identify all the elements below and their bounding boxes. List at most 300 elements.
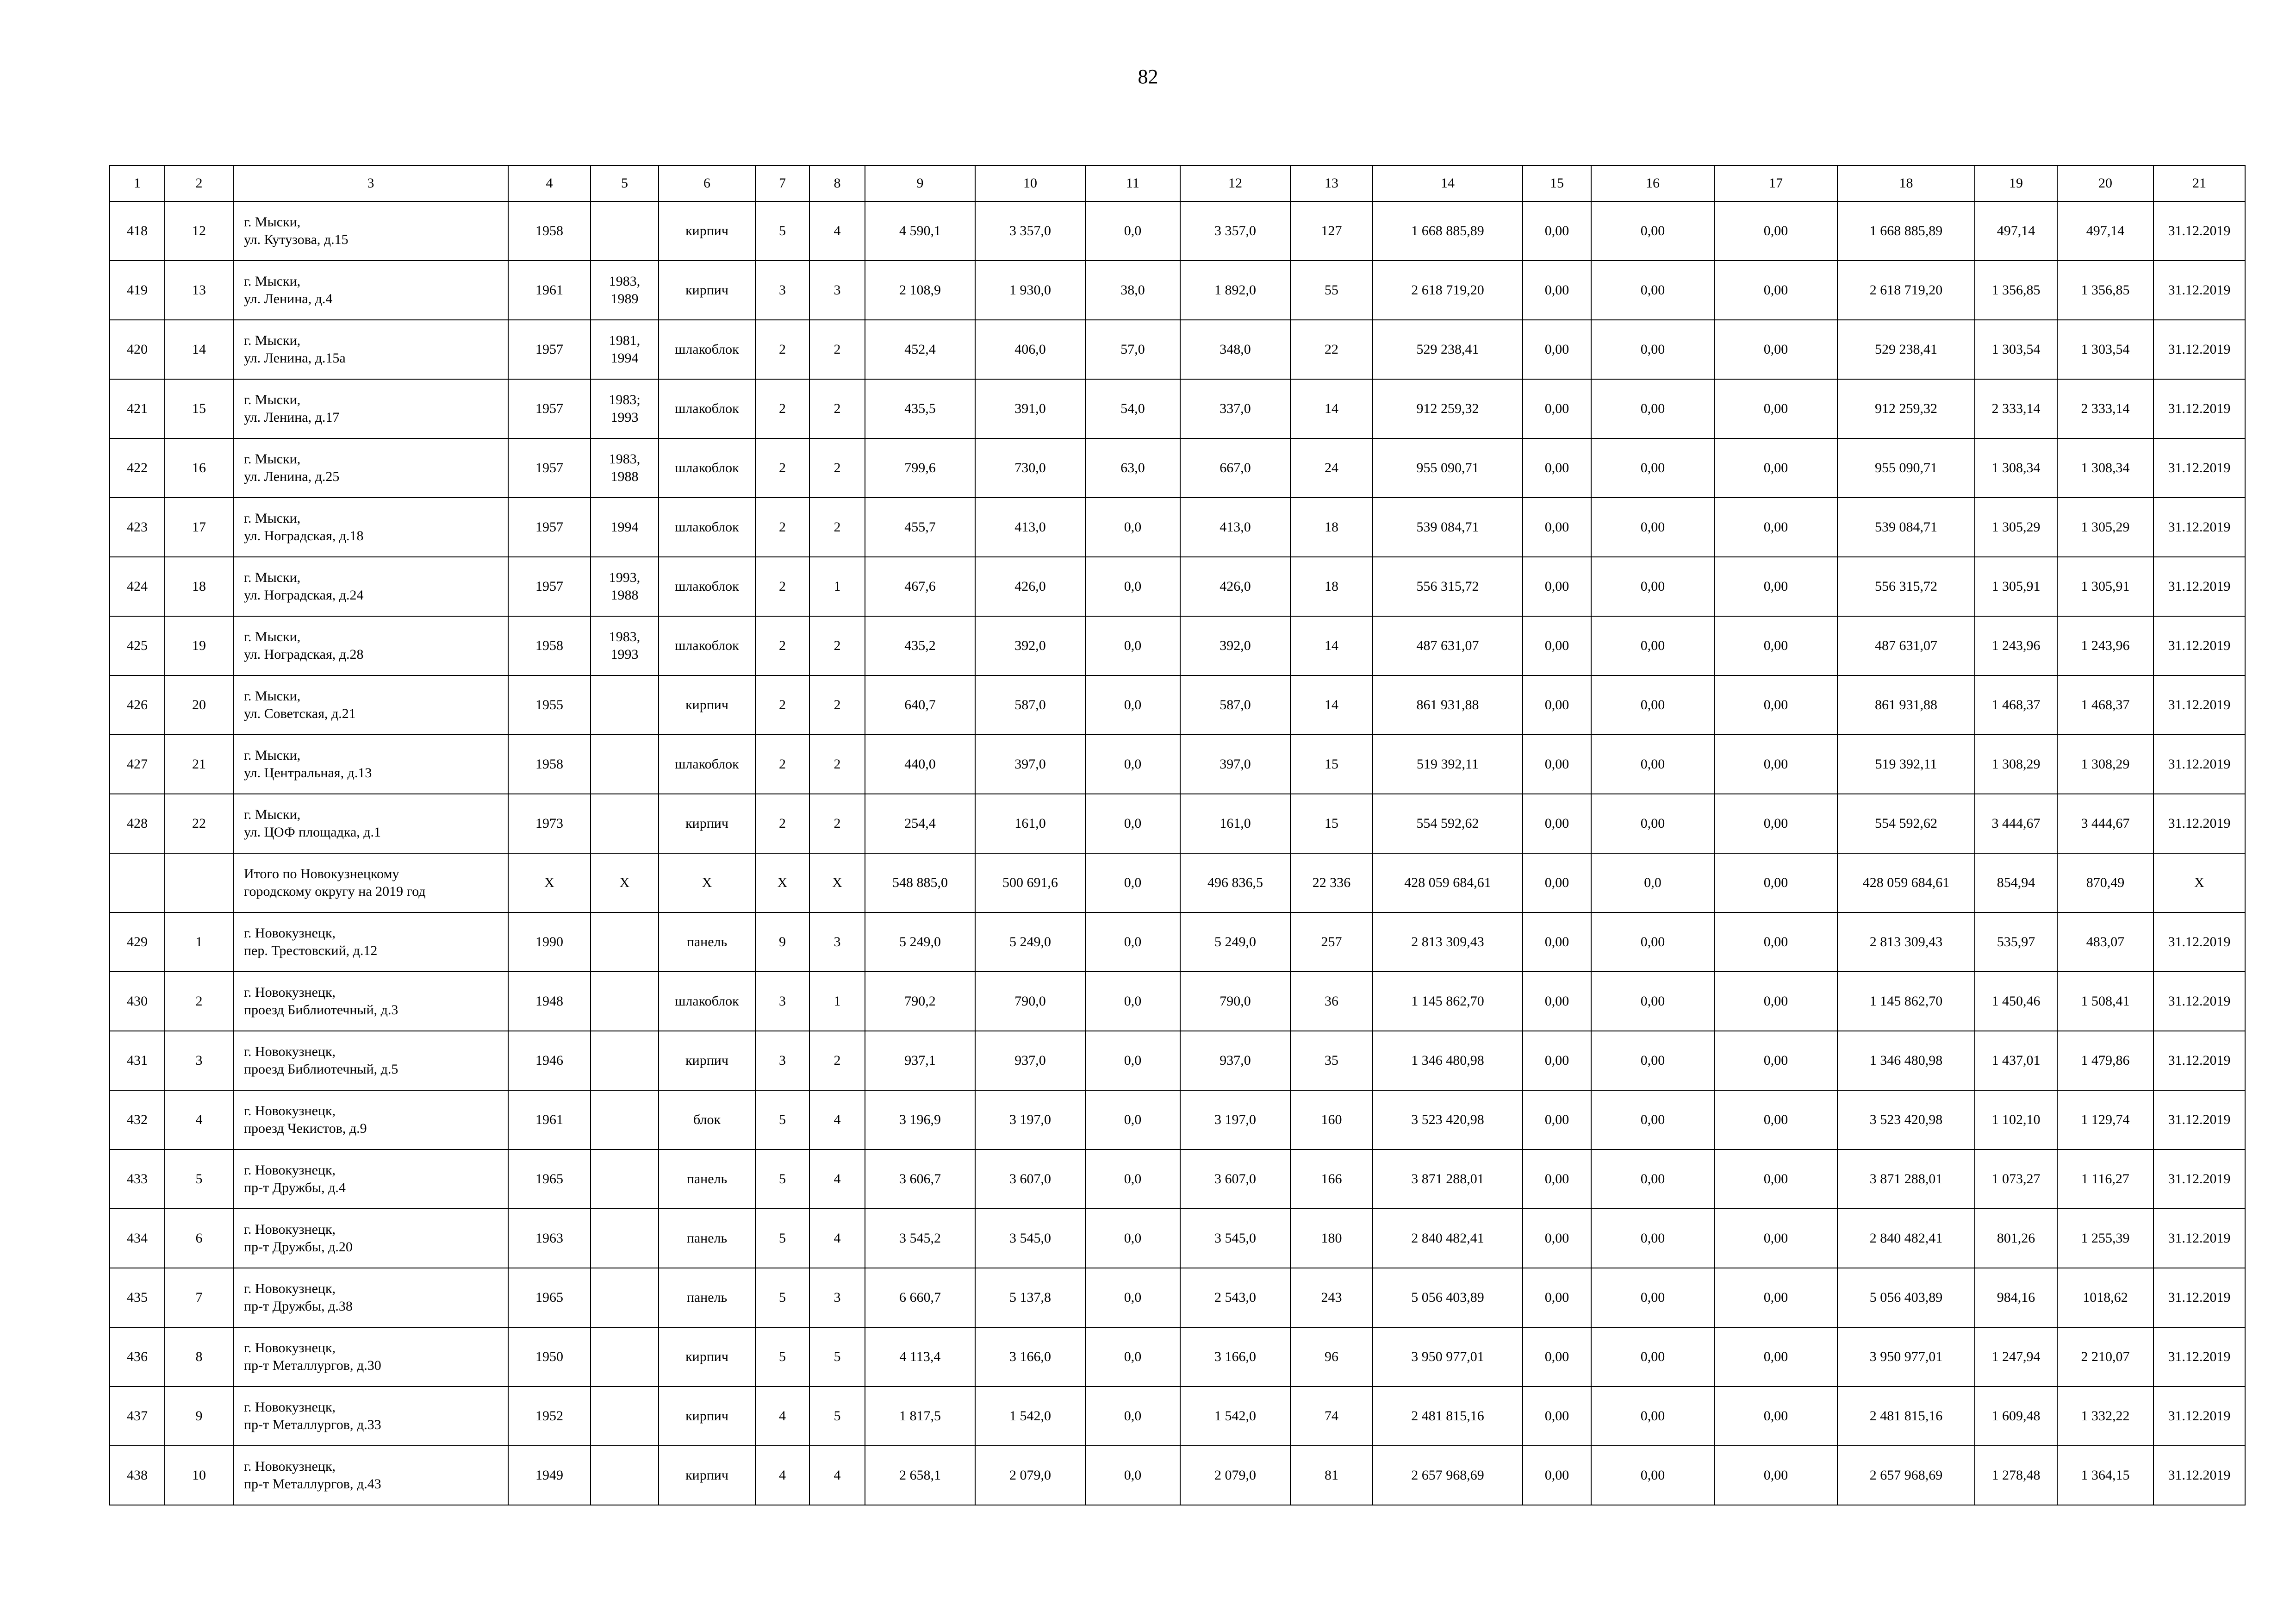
cell-total-cost: 5 056 403,89: [1373, 1268, 1523, 1327]
cell-sub-no: 10: [165, 1446, 233, 1505]
cell-address: г. Новокузнецк, пр-т Дружбы, д.20: [233, 1209, 508, 1268]
cell-nonresidential-area: 0,0: [1085, 1268, 1180, 1327]
cell-total-area: 6 660,7: [865, 1268, 975, 1327]
cell-entrances: 3: [809, 261, 865, 320]
table-row: [110, 438, 2245, 498]
cell-row-no: 431: [110, 1031, 165, 1090]
cell-total-cost: 529 238,41: [1373, 320, 1523, 379]
cell-wall-material: шлакоблок: [659, 616, 755, 675]
cell-apartments-area: 667,0: [1180, 438, 1290, 498]
cell-total-area: 3 606,7: [865, 1149, 975, 1209]
column-number-cell: 1: [110, 165, 165, 201]
cell-unit-cost-19: 1 102,10: [1975, 1090, 2057, 1149]
cell-cost-col-18: 1 346 480,98: [1837, 1031, 1975, 1090]
cell-unit-cost-19: 2 333,14: [1975, 379, 2057, 438]
cell-total-area: 2 658,1: [865, 1446, 975, 1505]
cell-cost-col-15: 0,00: [1523, 912, 1591, 972]
cell-residents: 22 336: [1290, 853, 1373, 912]
cell-living-area: 2 079,0: [975, 1446, 1085, 1505]
cell-built-year: 1957: [508, 438, 591, 498]
cell-unit-cost-19: 1 305,29: [1975, 498, 2057, 557]
cell-residents: 36: [1290, 972, 1373, 1031]
cell-apartments-area: 426,0: [1180, 557, 1290, 616]
cell-residents: 81: [1290, 1446, 1373, 1505]
cell-deadline: 31.12.2019: [2153, 557, 2245, 616]
table-row: [110, 1031, 2245, 1090]
cell-wall-material: кирпич: [659, 201, 755, 261]
cell-floors: 2: [755, 616, 809, 675]
cell-nonresidential-area: 0,0: [1085, 735, 1180, 794]
cell-total-area: 4 113,4: [865, 1327, 975, 1387]
cell-unit-cost-19: 1 356,85: [1975, 261, 2057, 320]
cell-cost-col-18: 955 090,71: [1837, 438, 1975, 498]
cell-total-cost: 3 950 977,01: [1373, 1327, 1523, 1387]
cell-nonresidential-area: 0,0: [1085, 557, 1180, 616]
cell-wall-material: шлакоблок: [659, 735, 755, 794]
cell-apartments-area: 3 357,0: [1180, 201, 1290, 261]
cell-cost-col-16: 0,00: [1591, 794, 1714, 853]
cell-row-no: 433: [110, 1149, 165, 1209]
cell-wall-material: кирпич: [659, 1031, 755, 1090]
cell-entrances: 5: [809, 1327, 865, 1387]
cell-unit-cost-19: 1 073,27: [1975, 1149, 2057, 1209]
cell-renovation-years: 1983, 1988: [591, 438, 659, 498]
cell-unit-cost-20: 1 303,54: [2057, 320, 2153, 379]
cell-unit-cost-20: 870,49: [2057, 853, 2153, 912]
cell-living-area: 3 166,0: [975, 1327, 1085, 1387]
cell-wall-material: панель: [659, 912, 755, 972]
cell-address: г. Новокузнецк, пр-т Металлургов, д.33: [233, 1387, 508, 1446]
cell-wall-material: кирпич: [659, 794, 755, 853]
cell-cost-col-17: 0,00: [1714, 557, 1837, 616]
cell-floors: 9: [755, 912, 809, 972]
cell-total-area: 440,0: [865, 735, 975, 794]
cell-address: г. Мыски, ул. Ленина, д.15а: [233, 320, 508, 379]
cell-nonresidential-area: 0,0: [1085, 201, 1180, 261]
cell-sub-no: 3: [165, 1031, 233, 1090]
table-row: [110, 1446, 2245, 1505]
cell-living-area: 3 607,0: [975, 1149, 1085, 1209]
cell-cost-col-17: 0,00: [1714, 320, 1837, 379]
cell-unit-cost-19: 854,94: [1975, 853, 2057, 912]
cell-floors: 2: [755, 735, 809, 794]
cell-row-no: 425: [110, 616, 165, 675]
housing-register-table: [109, 165, 2246, 1505]
cell-cost-col-16: 0,00: [1591, 557, 1714, 616]
cell-apartments-area: 413,0: [1180, 498, 1290, 557]
cell-total-cost: 2 618 719,20: [1373, 261, 1523, 320]
cell-apartments-area: 3 545,0: [1180, 1209, 1290, 1268]
cell-cost-col-17: 0,00: [1714, 853, 1837, 912]
cell-renovation-years: [591, 972, 659, 1031]
cell-deadline: X: [2153, 853, 2245, 912]
cell-residents: 35: [1290, 1031, 1373, 1090]
cell-unit-cost-20: 1 116,27: [2057, 1149, 2153, 1209]
cell-cost-col-16: 0,00: [1591, 1387, 1714, 1446]
cell-cost-col-18: 3 950 977,01: [1837, 1327, 1975, 1387]
cell-living-area: 413,0: [975, 498, 1085, 557]
cell-floors: 5: [755, 201, 809, 261]
cell-entrances: 2: [809, 1031, 865, 1090]
cell-entrances: 4: [809, 1090, 865, 1149]
cell-cost-col-18: 529 238,41: [1837, 320, 1975, 379]
cell-unit-cost-20: 1 243,96: [2057, 616, 2153, 675]
cell-cost-col-18: 2 618 719,20: [1837, 261, 1975, 320]
cell-apartments-area: 161,0: [1180, 794, 1290, 853]
cell-unit-cost-20: 1 508,41: [2057, 972, 2153, 1031]
cell-nonresidential-area: 0,0: [1085, 1209, 1180, 1268]
cell-wall-material: X: [659, 853, 755, 912]
cell-nonresidential-area: 0,0: [1085, 853, 1180, 912]
cell-sub-no: 21: [165, 735, 233, 794]
cell-cost-col-17: 0,00: [1714, 972, 1837, 1031]
cell-wall-material: кирпич: [659, 261, 755, 320]
cell-row-no: 423: [110, 498, 165, 557]
table-row: [110, 1387, 2245, 1446]
cell-floors: 5: [755, 1090, 809, 1149]
column-number-cell: 21: [2153, 165, 2245, 201]
cell-renovation-years: [591, 794, 659, 853]
cell-row-no: 432: [110, 1090, 165, 1149]
cell-apartments-area: 1 892,0: [1180, 261, 1290, 320]
table-body: [110, 165, 2245, 1505]
page-number: 82: [1138, 65, 1158, 88]
cell-cost-col-17: 0,00: [1714, 1209, 1837, 1268]
table-row: [110, 1327, 2245, 1387]
cell-floors: 3: [755, 972, 809, 1031]
cell-cost-col-17: 0,00: [1714, 261, 1837, 320]
cell-living-area: 5 137,8: [975, 1268, 1085, 1327]
cell-cost-col-18: 2 813 309,43: [1837, 912, 1975, 972]
table-row: [110, 972, 2245, 1031]
cell-sub-no: 9: [165, 1387, 233, 1446]
cell-apartments-area: 392,0: [1180, 616, 1290, 675]
cell-entrances: 2: [809, 616, 865, 675]
cell-cost-col-17: 0,00: [1714, 675, 1837, 735]
cell-cost-col-17: 0,00: [1714, 794, 1837, 853]
cell-unit-cost-19: 1 450,46: [1975, 972, 2057, 1031]
cell-nonresidential-area: 57,0: [1085, 320, 1180, 379]
cell-total-cost: 428 059 684,61: [1373, 853, 1523, 912]
cell-unit-cost-20: 1 255,39: [2057, 1209, 2153, 1268]
cell-renovation-years: [591, 1446, 659, 1505]
cell-total-area: 5 249,0: [865, 912, 975, 972]
cell-cost-col-16: 0,00: [1591, 261, 1714, 320]
cell-built-year: 1949: [508, 1446, 591, 1505]
cell-nonresidential-area: 0,0: [1085, 1327, 1180, 1387]
table-row: [110, 1209, 2245, 1268]
cell-nonresidential-area: 38,0: [1085, 261, 1180, 320]
cell-total-cost: 539 084,71: [1373, 498, 1523, 557]
cell-apartments-area: 337,0: [1180, 379, 1290, 438]
cell-entrances: 2: [809, 320, 865, 379]
cell-cost-col-15: 0,00: [1523, 438, 1591, 498]
cell-total-cost: 1 346 480,98: [1373, 1031, 1523, 1090]
cell-living-area: 5 249,0: [975, 912, 1085, 972]
cell-deadline: 31.12.2019: [2153, 675, 2245, 735]
cell-cost-col-16: 0,00: [1591, 1209, 1714, 1268]
cell-living-area: 730,0: [975, 438, 1085, 498]
cell-wall-material: шлакоблок: [659, 320, 755, 379]
cell-total-area: 435,5: [865, 379, 975, 438]
cell-entrances: 2: [809, 675, 865, 735]
cell-unit-cost-20: 483,07: [2057, 912, 2153, 972]
cell-row-no: 429: [110, 912, 165, 972]
table-row: [110, 498, 2245, 557]
cell-wall-material: шлакоблок: [659, 557, 755, 616]
cell-address: г. Мыски, ул. Центральная, д.13: [233, 735, 508, 794]
cell-floors: 5: [755, 1327, 809, 1387]
cell-total-area: 435,2: [865, 616, 975, 675]
cell-cost-col-15: 0,00: [1523, 1090, 1591, 1149]
cell-unit-cost-20: 497,14: [2057, 201, 2153, 261]
cell-address: Итого по Новокузнецкому городскому округу на 2019 год: [233, 853, 508, 912]
cell-cost-col-17: 0,00: [1714, 438, 1837, 498]
cell-total-cost: 912 259,32: [1373, 379, 1523, 438]
cell-deadline: 31.12.2019: [2153, 616, 2245, 675]
cell-entrances: 3: [809, 1268, 865, 1327]
cell-cost-col-15: 0,00: [1523, 557, 1591, 616]
table-row: [110, 675, 2245, 735]
cell-apartments-area: 2 079,0: [1180, 1446, 1290, 1505]
cell-renovation-years: 1981, 1994: [591, 320, 659, 379]
cell-floors: 5: [755, 1149, 809, 1209]
cell-deadline: 31.12.2019: [2153, 498, 2245, 557]
cell-entrances: 2: [809, 498, 865, 557]
cell-cost-col-16: 0,00: [1591, 438, 1714, 498]
cell-sub-no: 5: [165, 1149, 233, 1209]
cell-cost-col-16: 0,00: [1591, 1327, 1714, 1387]
cell-deadline: 31.12.2019: [2153, 438, 2245, 498]
cell-total-area: 640,7: [865, 675, 975, 735]
cell-residents: 96: [1290, 1327, 1373, 1387]
cell-living-area: 1 542,0: [975, 1387, 1085, 1446]
cell-apartments-area: 397,0: [1180, 735, 1290, 794]
cell-wall-material: панель: [659, 1149, 755, 1209]
table-row: [110, 912, 2245, 972]
cell-address: г. Мыски, ул. Ноградская, д.24: [233, 557, 508, 616]
cell-built-year: 1946: [508, 1031, 591, 1090]
cell-total-area: 467,6: [865, 557, 975, 616]
cell-row-no: 434: [110, 1209, 165, 1268]
cell-nonresidential-area: 0,0: [1085, 616, 1180, 675]
cell-address: г. Новокузнецк, проезд Библиотечный, д.5: [233, 1031, 508, 1090]
cell-deadline: 31.12.2019: [2153, 1327, 2245, 1387]
table-row: [110, 379, 2245, 438]
cell-row-no: 422: [110, 438, 165, 498]
table-row: [110, 1149, 2245, 1209]
cell-deadline: 31.12.2019: [2153, 1268, 2245, 1327]
cell-total-area: 3 545,2: [865, 1209, 975, 1268]
cell-total-cost: 556 315,72: [1373, 557, 1523, 616]
cell-address: г. Мыски, ул. Ленина, д.25: [233, 438, 508, 498]
cell-renovation-years: [591, 675, 659, 735]
cell-cost-col-15: 0,00: [1523, 972, 1591, 1031]
cell-deadline: 31.12.2019: [2153, 320, 2245, 379]
cell-cost-col-15: 0,00: [1523, 201, 1591, 261]
cell-renovation-years: [591, 912, 659, 972]
column-number-cell: 5: [591, 165, 659, 201]
cell-total-area: 455,7: [865, 498, 975, 557]
cell-cost-col-15: 0,00: [1523, 261, 1591, 320]
cell-row-no: [110, 853, 165, 912]
cell-cost-col-17: 0,00: [1714, 498, 1837, 557]
cell-unit-cost-20: 1 468,37: [2057, 675, 2153, 735]
cell-nonresidential-area: 0,0: [1085, 1446, 1180, 1505]
cell-floors: X: [755, 853, 809, 912]
cell-deadline: 31.12.2019: [2153, 972, 2245, 1031]
table-row: [110, 1268, 2245, 1327]
cell-cost-col-18: 554 592,62: [1837, 794, 1975, 853]
cell-entrances: 4: [809, 1149, 865, 1209]
cell-unit-cost-20: 1 332,22: [2057, 1387, 2153, 1446]
cell-unit-cost-20: 1 305,91: [2057, 557, 2153, 616]
cell-cost-col-15: 0,00: [1523, 1446, 1591, 1505]
cell-cost-col-17: 0,00: [1714, 1327, 1837, 1387]
cell-entrances: 2: [809, 735, 865, 794]
cell-cost-col-17: 0,00: [1714, 1387, 1837, 1446]
cell-total-cost: 2 813 309,43: [1373, 912, 1523, 972]
cell-apartments-area: 3 166,0: [1180, 1327, 1290, 1387]
cell-wall-material: панель: [659, 1268, 755, 1327]
cell-address: г. Мыски, ул. Кутузова, д.15: [233, 201, 508, 261]
cell-cost-col-17: 0,00: [1714, 1031, 1837, 1090]
cell-unit-cost-19: 1 308,29: [1975, 735, 2057, 794]
cell-row-no: 438: [110, 1446, 165, 1505]
cell-living-area: 790,0: [975, 972, 1085, 1031]
cell-deadline: 31.12.2019: [2153, 1090, 2245, 1149]
cell-total-area: 1 817,5: [865, 1387, 975, 1446]
cell-address: г. Новокузнецк, пр-т Дружбы, д.38: [233, 1268, 508, 1327]
cell-cost-col-18: 556 315,72: [1837, 557, 1975, 616]
cell-unit-cost-20: 1 129,74: [2057, 1090, 2153, 1149]
column-number-cell: 9: [865, 165, 975, 201]
cell-cost-col-16: 0,00: [1591, 320, 1714, 379]
cell-built-year: 1965: [508, 1149, 591, 1209]
cell-cost-col-18: 912 259,32: [1837, 379, 1975, 438]
column-number-cell: 17: [1714, 165, 1837, 201]
column-number-cell: 18: [1837, 165, 1975, 201]
cell-cost-col-18: 5 056 403,89: [1837, 1268, 1975, 1327]
cell-deadline: 31.12.2019: [2153, 261, 2245, 320]
table-row: [110, 201, 2245, 261]
cell-living-area: 3 545,0: [975, 1209, 1085, 1268]
cell-living-area: 1 930,0: [975, 261, 1085, 320]
column-number-cell: 6: [659, 165, 755, 201]
cell-cost-col-15: 0,00: [1523, 1387, 1591, 1446]
cell-entrances: 4: [809, 1446, 865, 1505]
cell-apartments-area: 2 543,0: [1180, 1268, 1290, 1327]
cell-nonresidential-area: 0,0: [1085, 912, 1180, 972]
cell-built-year: 1990: [508, 912, 591, 972]
cell-cost-col-16: 0,0: [1591, 853, 1714, 912]
cell-cost-col-18: 1 668 885,89: [1837, 201, 1975, 261]
cell-built-year: 1973: [508, 794, 591, 853]
cell-total-area: 937,1: [865, 1031, 975, 1090]
cell-cost-col-18: 2 481 815,16: [1837, 1387, 1975, 1446]
cell-cost-col-16: 0,00: [1591, 912, 1714, 972]
cell-renovation-years: [591, 735, 659, 794]
cell-total-area: 799,6: [865, 438, 975, 498]
cell-sub-no: 18: [165, 557, 233, 616]
cell-row-no: 436: [110, 1327, 165, 1387]
cell-cost-col-16: 0,00: [1591, 201, 1714, 261]
cell-apartments-area: 790,0: [1180, 972, 1290, 1031]
cell-living-area: 587,0: [975, 675, 1085, 735]
cell-unit-cost-20: 1 308,34: [2057, 438, 2153, 498]
cell-address: г. Мыски, ул. Ленина, д.17: [233, 379, 508, 438]
column-number-cell: 19: [1975, 165, 2057, 201]
cell-row-no: 437: [110, 1387, 165, 1446]
cell-apartments-area: 1 542,0: [1180, 1387, 1290, 1446]
cell-residents: 257: [1290, 912, 1373, 972]
cell-address: г. Новокузнецк, пр-т Металлургов, д.43: [233, 1446, 508, 1505]
cell-sub-no: 14: [165, 320, 233, 379]
cell-deadline: 31.12.2019: [2153, 1446, 2245, 1505]
cell-unit-cost-20: 3 444,67: [2057, 794, 2153, 853]
cell-entrances: 4: [809, 1209, 865, 1268]
cell-total-cost: 2 657 968,69: [1373, 1446, 1523, 1505]
column-number-cell: 10: [975, 165, 1085, 201]
cell-renovation-years: [591, 1327, 659, 1387]
cell-floors: 5: [755, 1209, 809, 1268]
column-number-cell: 20: [2057, 165, 2153, 201]
cell-floors: 2: [755, 379, 809, 438]
cell-cost-col-15: 0,00: [1523, 1149, 1591, 1209]
cell-wall-material: блок: [659, 1090, 755, 1149]
cell-unit-cost-19: 535,97: [1975, 912, 2057, 972]
cell-floors: 2: [755, 320, 809, 379]
cell-unit-cost-19: 1 305,91: [1975, 557, 2057, 616]
cell-residents: 166: [1290, 1149, 1373, 1209]
column-number-cell: 11: [1085, 165, 1180, 201]
cell-sub-no: 15: [165, 379, 233, 438]
cell-cost-col-18: 3 871 288,01: [1837, 1149, 1975, 1209]
cell-wall-material: шлакоблок: [659, 498, 755, 557]
cell-address: г. Мыски, ул. Ноградская, д.28: [233, 616, 508, 675]
cell-total-area: 548 885,0: [865, 853, 975, 912]
cell-nonresidential-area: 0,0: [1085, 1387, 1180, 1446]
cell-floors: 2: [755, 557, 809, 616]
cell-renovation-years: 1983, 1989: [591, 261, 659, 320]
cell-wall-material: кирпич: [659, 1387, 755, 1446]
cell-total-cost: 3 523 420,98: [1373, 1090, 1523, 1149]
cell-built-year: 1957: [508, 557, 591, 616]
cell-living-area: 397,0: [975, 735, 1085, 794]
column-number-cell: 2: [165, 165, 233, 201]
cell-cost-col-16: 0,00: [1591, 1446, 1714, 1505]
column-number-cell: 12: [1180, 165, 1290, 201]
cell-renovation-years: [591, 1268, 659, 1327]
cell-floors: 5: [755, 1268, 809, 1327]
cell-sub-no: 8: [165, 1327, 233, 1387]
cell-unit-cost-20: 1 479,86: [2057, 1031, 2153, 1090]
cell-floors: 2: [755, 498, 809, 557]
cell-residents: 14: [1290, 616, 1373, 675]
cell-unit-cost-19: 1 437,01: [1975, 1031, 2057, 1090]
cell-residents: 18: [1290, 498, 1373, 557]
cell-deadline: 31.12.2019: [2153, 735, 2245, 794]
cell-residents: 55: [1290, 261, 1373, 320]
cell-living-area: 161,0: [975, 794, 1085, 853]
cell-address: г. Мыски, ул. Советская, д.21: [233, 675, 508, 735]
cell-cost-col-18: 2 840 482,41: [1837, 1209, 1975, 1268]
cell-residents: 180: [1290, 1209, 1373, 1268]
cell-cost-col-18: 487 631,07: [1837, 616, 1975, 675]
cell-entrances: X: [809, 853, 865, 912]
cell-floors: 3: [755, 1031, 809, 1090]
cell-address: г. Новокузнецк, пер. Трестовский, д.12: [233, 912, 508, 972]
